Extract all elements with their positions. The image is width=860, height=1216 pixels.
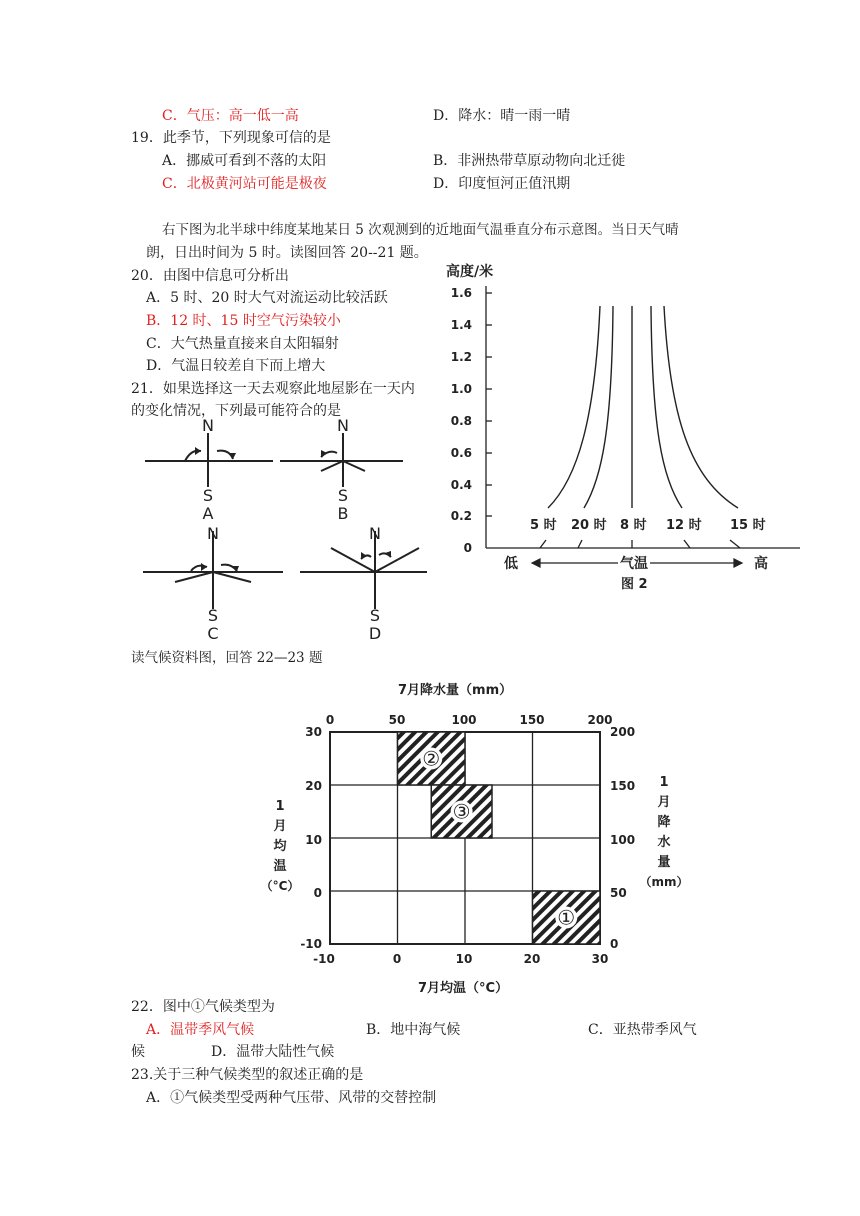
q19-option-b: B．非洲热带草原动物向北迁徙: [433, 153, 626, 169]
compass-c-label: C: [207, 624, 219, 643]
top-tick-50: 50: [388, 713, 406, 727]
fig2-ytick-0-6: 0.6: [450, 446, 472, 460]
fig2-ytick-0-8: 0.8: [450, 414, 472, 428]
q19-option-d: D．印度恒河正值汛期: [433, 176, 571, 192]
bottom-tick-0: 0: [392, 952, 402, 966]
top-tick-0: 0: [325, 713, 335, 727]
q20-option-c: C．大气热量直接来自太阳辐射: [146, 336, 339, 352]
q22-option-d: D．温带大陆性气候: [211, 1044, 335, 1060]
climate-region-label-3: ③: [452, 799, 471, 824]
climate-region-label-2: ②: [422, 746, 441, 771]
left-tick-neg10: -10: [300, 937, 322, 951]
climate-bottom-title: 7月均温（°C）: [418, 981, 509, 994]
left-tick-10: 10: [305, 833, 322, 847]
bottom-tick-20: 20: [523, 952, 541, 966]
right-tick-0: 0: [610, 937, 619, 951]
bottom-tick-30: 30: [591, 952, 609, 966]
left-title-2: 月: [273, 819, 287, 834]
top-tick-150: 150: [519, 713, 545, 727]
fig2-ytick-1-6: 1.6: [450, 286, 472, 300]
q22-option-b: B．地中海气候: [366, 1022, 461, 1038]
left-tick-20: 20: [305, 779, 322, 793]
fig2-label-12h: 12 时: [666, 518, 702, 533]
shadow-diagrams: [135, 415, 435, 645]
fig2-ytick-1-2: 1.2: [450, 350, 472, 364]
fig2-curve-5h: [548, 306, 600, 508]
compass-d-north: N: [369, 524, 381, 543]
q21-stem-line1: 21．如果选择这一天去观察此地屋影在一天内: [131, 381, 415, 397]
intro-20-21-line1: 右下图为北半球中纬度某地某日 5 次观测到的近地面气温垂直分布示意图。当日天气晴: [162, 222, 679, 238]
compass-a-north: N: [202, 416, 214, 435]
right-title-5: 量: [657, 855, 671, 870]
fig2-ylabel: 高度/米: [446, 264, 494, 280]
fig2-label-8h: 8 时: [620, 518, 647, 533]
compass-a-south: S: [202, 486, 214, 505]
q20-option-a: A．5 时、20 时大气对流运动比较活跃: [146, 290, 388, 306]
fig2-label-20h: 20 时: [571, 518, 607, 533]
bottom-tick-neg10: -10: [313, 952, 335, 966]
fig2-label-5h: 5 时: [530, 518, 557, 533]
fig2-low-label: 低: [504, 556, 518, 572]
q21-stem-line2: 的变化情况，下列最可能符合的是: [131, 403, 341, 419]
q19-option-c: C．北极黄河站可能是极夜: [162, 176, 327, 192]
right-tick-100: 100: [610, 833, 636, 847]
q22-option-c: C．亚热带季风气: [588, 1022, 697, 1038]
left-title-5: （°C）: [260, 879, 300, 893]
fig2-curve-15h: [664, 306, 738, 508]
fig2-ytick-0-4: 0.4: [450, 478, 472, 492]
right-tick-50: 50: [610, 886, 627, 900]
fig2-ytick-0: 0: [463, 541, 472, 555]
fig2-ytick-0-2: 0.2: [450, 509, 472, 523]
compass-b-south: S: [337, 486, 349, 505]
q18-option-c: C．气压：高一低一高: [162, 108, 299, 124]
fig2-caption: 图 2: [621, 577, 648, 592]
right-tick-200: 200: [610, 725, 636, 739]
q18-option-d: D．降水：晴一雨一晴: [433, 108, 571, 124]
compass-d-label: D: [368, 624, 382, 643]
right-title-1: 1: [659, 775, 669, 790]
climate-chart: [240, 678, 710, 994]
q23-stem: 23.关于三种气候类型的叙述正确的是: [131, 1067, 364, 1083]
intro-20-21-line2: 朗，日出时间为 5 时。读图回答 20--21 题。: [146, 245, 428, 261]
bottom-tick-10: 10: [455, 952, 473, 966]
compass-b-north: N: [337, 416, 349, 435]
q19-stem: 19．此季节，下列现象可信的是: [131, 130, 331, 146]
top-tick-200: 200: [587, 713, 613, 727]
q22-stem: 22．图中①气候类型为: [131, 999, 275, 1015]
right-tick-150: 150: [610, 779, 636, 793]
fig2-ytick-1-4: 1.4: [450, 318, 472, 332]
fig2-xlabel: 气温: [620, 556, 648, 572]
q20-option-d: D．气温日较差自下而上增大: [146, 358, 326, 374]
climate-top-title: 7月降水量（mm）: [398, 683, 513, 698]
figure-2-temperature-profile: [440, 258, 805, 593]
compass-d-south: S: [369, 606, 381, 625]
left-title-4: 温: [273, 859, 287, 874]
left-tick-30: 30: [305, 725, 322, 739]
right-title-2: 月: [657, 795, 671, 810]
q22-option-a: A．温带季风气候: [146, 1022, 255, 1038]
left-title-3: 均: [273, 839, 287, 854]
fig2-label-15h: 15 时: [730, 518, 766, 533]
compass-c-south: S: [207, 606, 219, 625]
right-title-4: 水: [657, 835, 671, 850]
compass-b-label: B: [337, 504, 349, 523]
fig2-high-label: 高: [754, 556, 768, 572]
q23-option-a: A．①气候类型受两种气压带、风带的交替控制: [146, 1090, 437, 1106]
compass-c-north: N: [207, 524, 219, 543]
q20-option-b: B．12 时、15 时空气污染较小: [146, 313, 341, 329]
compass-a-label: A: [202, 504, 214, 523]
fig2-ytick-1-0: 1.0: [450, 382, 472, 396]
top-tick-100: 100: [451, 713, 477, 727]
q19-option-a: A．挪威可看到不落的太阳: [162, 153, 327, 169]
right-title-6: （mm）: [639, 875, 689, 889]
q20-stem: 20．由图中信息可分析出: [131, 268, 289, 284]
left-tick-0: 0: [313, 886, 322, 900]
right-title-3: 降: [657, 815, 671, 830]
q22-option-c-wrap: 候: [131, 1044, 145, 1060]
climate-region-label-1: ①: [557, 905, 576, 930]
left-title-1: 1: [275, 799, 285, 814]
climate-intro: 读气候资料图，回答 22—23 题: [131, 650, 323, 666]
